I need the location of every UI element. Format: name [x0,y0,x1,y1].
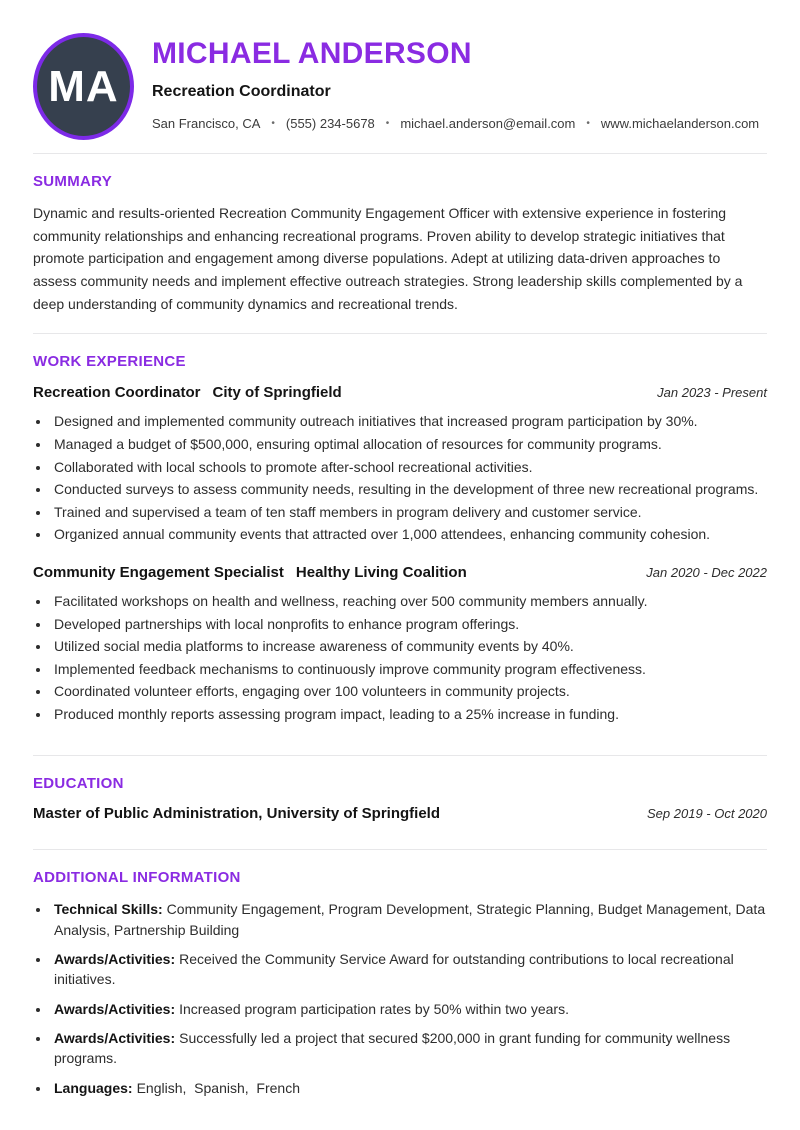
job-dates: Jan 2020 - Dec 2022 [646,564,767,580]
job-bullet: • Developed partnerships with local nonprofits to enhance program offerings. [51,615,767,635]
item-text: Increased program participation rates by 50% within two years. [179,1000,569,1017]
education-degree: Master of Public Administration, University of Springfield [33,805,440,823]
avatar-initials: MA [48,61,119,111]
job-bullet: • Utilized social media platforms to increase awareness of community events by 40%. [51,637,767,657]
job-title-company [33,384,342,401]
item-label: Technical Skills: [54,901,163,918]
contact-row [152,116,759,131]
summary-heading: SUMMARY [33,173,113,190]
job-bullet: • Facilitated workshops on health and wellness, reaching over 500 community members annually. [51,592,767,612]
job-bullet: • Designed and implemented community outreach initiatives that increased program participation by 30%. [51,412,767,432]
item-text: Community Engagement, Program Development, Strategic Planning, Budget Management, Data Analysis, Partnership Building [54,901,769,938]
job-heading-row [33,564,767,581]
job-company: City of Springfield [212,384,342,402]
separator-dot: • [271,118,275,129]
resume-header [33,33,767,140]
list-item [51,899,767,940]
item-label: Awards/Activities: [54,951,176,968]
job-bullet-list [33,412,767,545]
avatar [33,33,134,140]
education-heading: EDUCATION [33,775,124,793]
job-bullet: • Trained and supervised a team of ten staff members in program delivery and customer service. [51,503,767,523]
item-label: Awards/Activities: [54,1029,176,1046]
list-item [51,1028,767,1069]
work-experience-section [33,334,767,755]
job-bullet: • Organized annual community events that attracted over 1,000 attendees, enhancing community cohesion. [51,525,767,545]
separator-dot: • [385,118,390,129]
job-entry [33,564,767,725]
education-section [33,756,767,822]
candidate-job-title: Recreation Coordinator [152,83,331,100]
item-label: Languages: [54,1079,133,1096]
item-text: Successfully led a project that secured $200,000 in grant funding for community wellness programs. [54,1029,734,1067]
job-bullet: • Collaborated with local schools to promote after-school recreational activities. [51,458,767,478]
job-entry [33,384,767,545]
header-text [152,33,759,140]
job-bullet: • Conducted surveys to assess community needs, resulting in the development of three new recreational programs. [51,480,767,500]
contact-email: michael.anderson@email.com [400,116,576,131]
job-role: Recreation Coordinator [33,384,201,402]
job-bullet: • Managed a budget of $500,000, ensuring optimal allocation of resources for community programs. [51,435,767,455]
separator-dot: • [586,118,590,129]
job-company: Healthy Living Coalition [295,563,467,581]
work-experience-heading: WORK EXPERIENCE [33,353,186,371]
summary-section [33,154,767,315]
item-label: Awards/Activities: [54,1000,176,1017]
contact-phone: (555) 234-5678 [285,116,375,131]
candidate-name: MICHAEL ANDERSON [152,37,472,70]
item-text: English, Spanish, French [136,1079,300,1096]
contact-website: www.michaelanderson.com [600,116,760,131]
item-text: Received the Community Service Award for outstanding contributions to local recreational initiatives. [54,951,738,988]
job-bullet: • Coordinated volunteer efforts, engaging over 100 volunteers in community projects. [51,682,767,702]
job-title-company [33,564,467,581]
additional-information-section [33,850,767,1097]
job-bullet: • Implemented feedback mechanisms to continuously improve community program effectiveness. [51,660,767,680]
summary-text: Dynamic and results-oriented Recreation Community Engagement Officer with extensive experience in fostering community relationships and enhancing recreational programs. Proven ability to develop strategic initiatives that promote participation and engagement among diverse populations. Adept at utilizing data-driven approaches to assess community needs and implement effective outreach strategies. Strong leadership skills complemented by a deep understanding of community dynamics and recreational trends. [33,205,743,312]
list-item [51,999,767,1019]
list-item [51,1078,767,1098]
list-item [51,949,767,990]
job-dates: Jan 2023 - Present [657,385,767,401]
job-role: Community Engagement Specialist [33,563,284,581]
additional-information-heading: ADDITIONAL INFORMATION [33,869,241,887]
job-bullet: • Produced monthly reports assessing program impact, leading to a 25% increase in funding. [51,705,767,725]
additional-information-list [33,899,767,1097]
education-dates: Sep 2019 - Oct 2020 [647,806,767,822]
contact-location: San Francisco, CA [152,116,261,131]
education-entry-row [33,805,767,822]
job-bullet-list [33,592,767,725]
job-heading-row [33,384,767,401]
